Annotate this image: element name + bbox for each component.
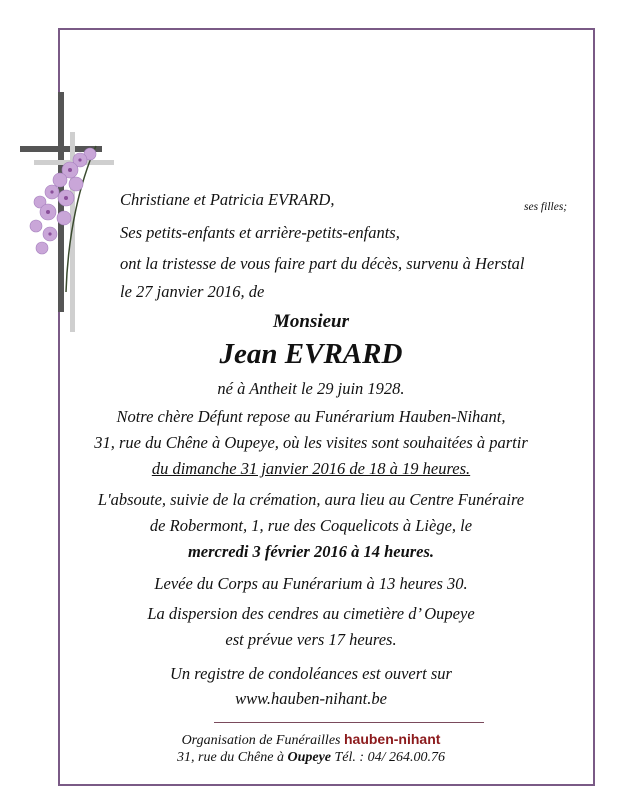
footer-address	[0, 751, 622, 765]
cross-with-orchids-icon	[16, 92, 116, 332]
repose-line-1: Notre chère Défunt repose au Funérarium Hauben-Nihant,	[116, 407, 506, 426]
brand-logo: hauben-nihant	[343, 731, 441, 747]
repose-line-2: 31, rue du Chêne à Oupeye, où les visites sont souhaitées à partir	[94, 433, 528, 452]
ceremony-date: mercredi 3 février 2016 à 14 heures.	[187, 542, 435, 561]
relation-note: ses filles;	[524, 201, 568, 213]
registry-line: Un registre de condoléances est ouvert sur	[170, 664, 452, 683]
levee-line: Levée du Corps au Funérarium à 13 heures 30.	[154, 574, 468, 593]
address-phone: Tél. : 04/ 264.00.76	[334, 750, 445, 765]
line-grandchildren: Ses petits-enfants et arrière-petits-enfants,	[120, 223, 400, 242]
registry-website-link[interactable]: www.hauben-nihant.be	[235, 689, 387, 708]
absoute-line-1: L'absoute, suivie de la crémation, aura lieu au Centre Funéraire	[97, 490, 525, 509]
address-town: Oupeye	[287, 750, 332, 765]
deceased-name: Jean EVRARD	[219, 338, 403, 370]
dispersion-line-2: est prévue vers 17 heures.	[225, 630, 397, 649]
line-announcement: ont la tristesse de vous faire part du décès, survenu à Herstal	[120, 254, 525, 273]
line-death-date: le 27 janvier 2016, de	[120, 282, 265, 301]
dispersion-line-1: La dispersion des cendres au cimetière d’ Oupeye	[147, 604, 475, 623]
honorific: Monsieur	[272, 311, 350, 332]
footer-organisation	[0, 732, 622, 748]
line-daughters: Christiane et Patricia EVRARD,	[120, 190, 335, 209]
address-street: 31, rue du Chêne à	[177, 750, 284, 765]
absoute-line-2: de Robermont, 1, rue des Coquelicots à Liège, le	[149, 516, 473, 535]
organisation-label: Organisation de Funérailles	[181, 733, 341, 748]
visit-schedule: du dimanche 31 janvier 2016 de 18 à 19 heures.	[151, 459, 471, 478]
footer-divider	[214, 722, 484, 723]
birth-line: né à Antheit le 29 juin 1928.	[217, 379, 405, 398]
